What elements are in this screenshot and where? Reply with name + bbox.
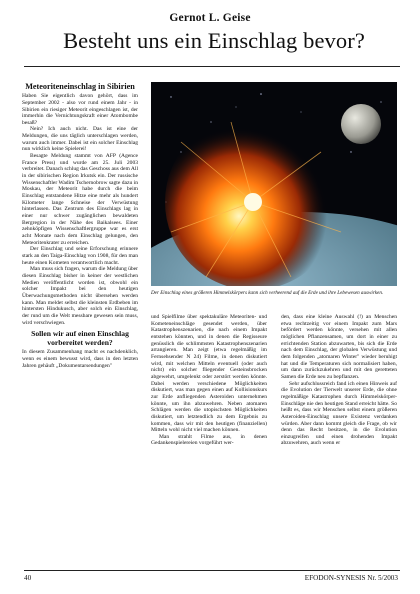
paragraph: Man muss sich fragen, warum die Meldung über diesen Einschlag bisher in keiner der westlichen Medien veröffentlicht worden ist, obwohl ein solcher Impakt bei den heutigen Überwachungsmethoden nicht übersehen werden kann. Man meldet selbst die kleinsten Erdbeben im hintersten Hindukusch, aber solch ein Einschlag, der rund um die Welt messbare gewesen sein muss, wird verschwiegen.: [22, 266, 138, 326]
paragraph: Besagte Meldung stammt von AFP (Agence France Press) und wurde am 25. Juli 2003 verbreitet. Danach schlug das Geschoss aus dem All in der sibirischen Region Irkutsk ein. Der russische Wissenschaftler Wadim Tschernobrow sagte dazu in Moskau, der Meteorit habe durch die beim Einschlag entstandene Hitze eine mehr als hundert Kilometer lange Schneise der Verwüstung hinterlassen. Das Zentrum des Einschlags lag in einer nur schwer zugänglichen bewaldeten Bergregion in der Nähe des Baikalsees. Einer zehnköpfigen Wissenschaftlergruppe war es erst acht Monate nach dem Einschlag gelungen, den Meteoritenkrater zu erreichen.: [22, 153, 138, 246]
right-column: [281, 314, 397, 447]
publication-name: EFODON-SYNESIS Nr. 5/2003: [304, 574, 398, 582]
section-subhead: Meteoriteneinschlag in Sibirien: [25, 82, 135, 91]
paragraph: Nein? Ich auch nicht. Das ist eine der Meldungen, die uns täglich unterschlagen werden, warum auch immer. Dabei ist ein solcher Einschlag nun wirklich keine Spielerei!: [22, 126, 138, 153]
paragraph: Haben Sie eigentlich davon gehört, dass im September 2002 - also vor rund einem Jahr - in Sibirien ein riesiger Meteorit eingeschlagen ist, der immerhin die Vernichtungskraft einer Atombombe besaß?: [22, 93, 138, 126]
left-column: [22, 82, 138, 369]
impact-illustration-svg: [151, 82, 397, 286]
title-rule: [24, 66, 400, 67]
paragraph: In diesem Zusammenhang macht es nachdenklich, wenn es einem bewusst wird, dass in den letzten Jahren gehäuft „Dokumentarsendungen": [22, 349, 138, 369]
paragraph: Sehr aufschlussreich fand ich einen Hinweis auf die Evolution der Tierwelt unserer Erde, die ohne regelmäßige Katastrophen durch Himmelskörper-Einschläge nie den heutigen Stand erreicht hätte. So heißt es, dass wir Menschen selbst einem größeren Asteroiden-Einschlag unsere Existenz verdanken würden. Aber dann kommt gleich die Frage, ob wir denn das Recht besitzen, in die Evolution einzugreifen und einen drohenden Impakt abzuwehren, auch wenn er: [281, 380, 397, 447]
section-subhead-2: Sollen wir auf einen Einschlag vorbereitet werden?: [31, 329, 129, 347]
moon-shape: [341, 104, 381, 144]
paragraph: und Spielfilme über spektakuläre Meteoriten- und Kometeneinschläge gesendet werden, über Katastrophenszenarien, die nach einem Impakt entstehen könnten, und in denen die Regisseure genüsslich die schlimmsten Katastrophenszenarien arrangieren. Man zeigt (etwa regelmäßig im Fernsehsender N 24) Filme, in denen diskutiert wird, mit welchen Mitteln eventuell (oder auch nicht) ein solcher fliegender Gesteinsbrocken abgewehrt, umgelenkt oder zerstört werden könnte. Dabei werden verschiedene Möglichkeiten diskutiert, was man gegen einen auf Kollisionskurs zur Erde anfliegenden Asteroiden unternehmen könnte, um ihn abzuwehren. Neben atomaren Schlägen werden die utopischsten Möglichkeiten diskutiert, um letztendlich zu dem Ergebnis zu kommen, dass wir mit den heutigen (finanziellen) Mitteln wohl nicht viel machen können.: [151, 314, 267, 434]
paragraph: Man strahlt Filme aus, in denen Gedankenspielereien vorgeführt wer-: [151, 433, 267, 447]
middle-column: [151, 314, 267, 447]
page-title: Besteht uns ein Einschlag bevor?: [63, 28, 365, 53]
footer-rule: [24, 570, 400, 571]
paragraph: Der Einschlag und seine Erforschung erinnere stark an den Taiga-Einschlag von 1908, für den man heute einen Kometen verantwortlich macht.: [22, 246, 138, 266]
page-number: 40: [24, 574, 32, 582]
figure-caption: Der Einschlag eines größeren Himmelskörpers kann sich verheerend auf die Erde und ihre Lebewesen auswirken.: [151, 290, 384, 296]
author-name: Gernot L. Geise: [169, 12, 251, 24]
impact-illustration: [151, 82, 397, 286]
paragraph: den, dass eine kleine Auswahl (!) an Menschen etwa rechtzeitig vor einem Impakt zum Mars befördert werden könnte, versehen mit allen möglichen Pflanzensamen, um dort in einer zu errichtenden Station abzuwarten, bis sich die Erde nach dem Einschlag, der globalen Verwüstung und dem folgenden „atomaren Winter" wieder beruhigt hat und die Temperaturen sich normalisiert haben, um dann zurückzukehren und mit den geretteten Samen die Erde neu zu bepflanzen.: [281, 314, 397, 380]
